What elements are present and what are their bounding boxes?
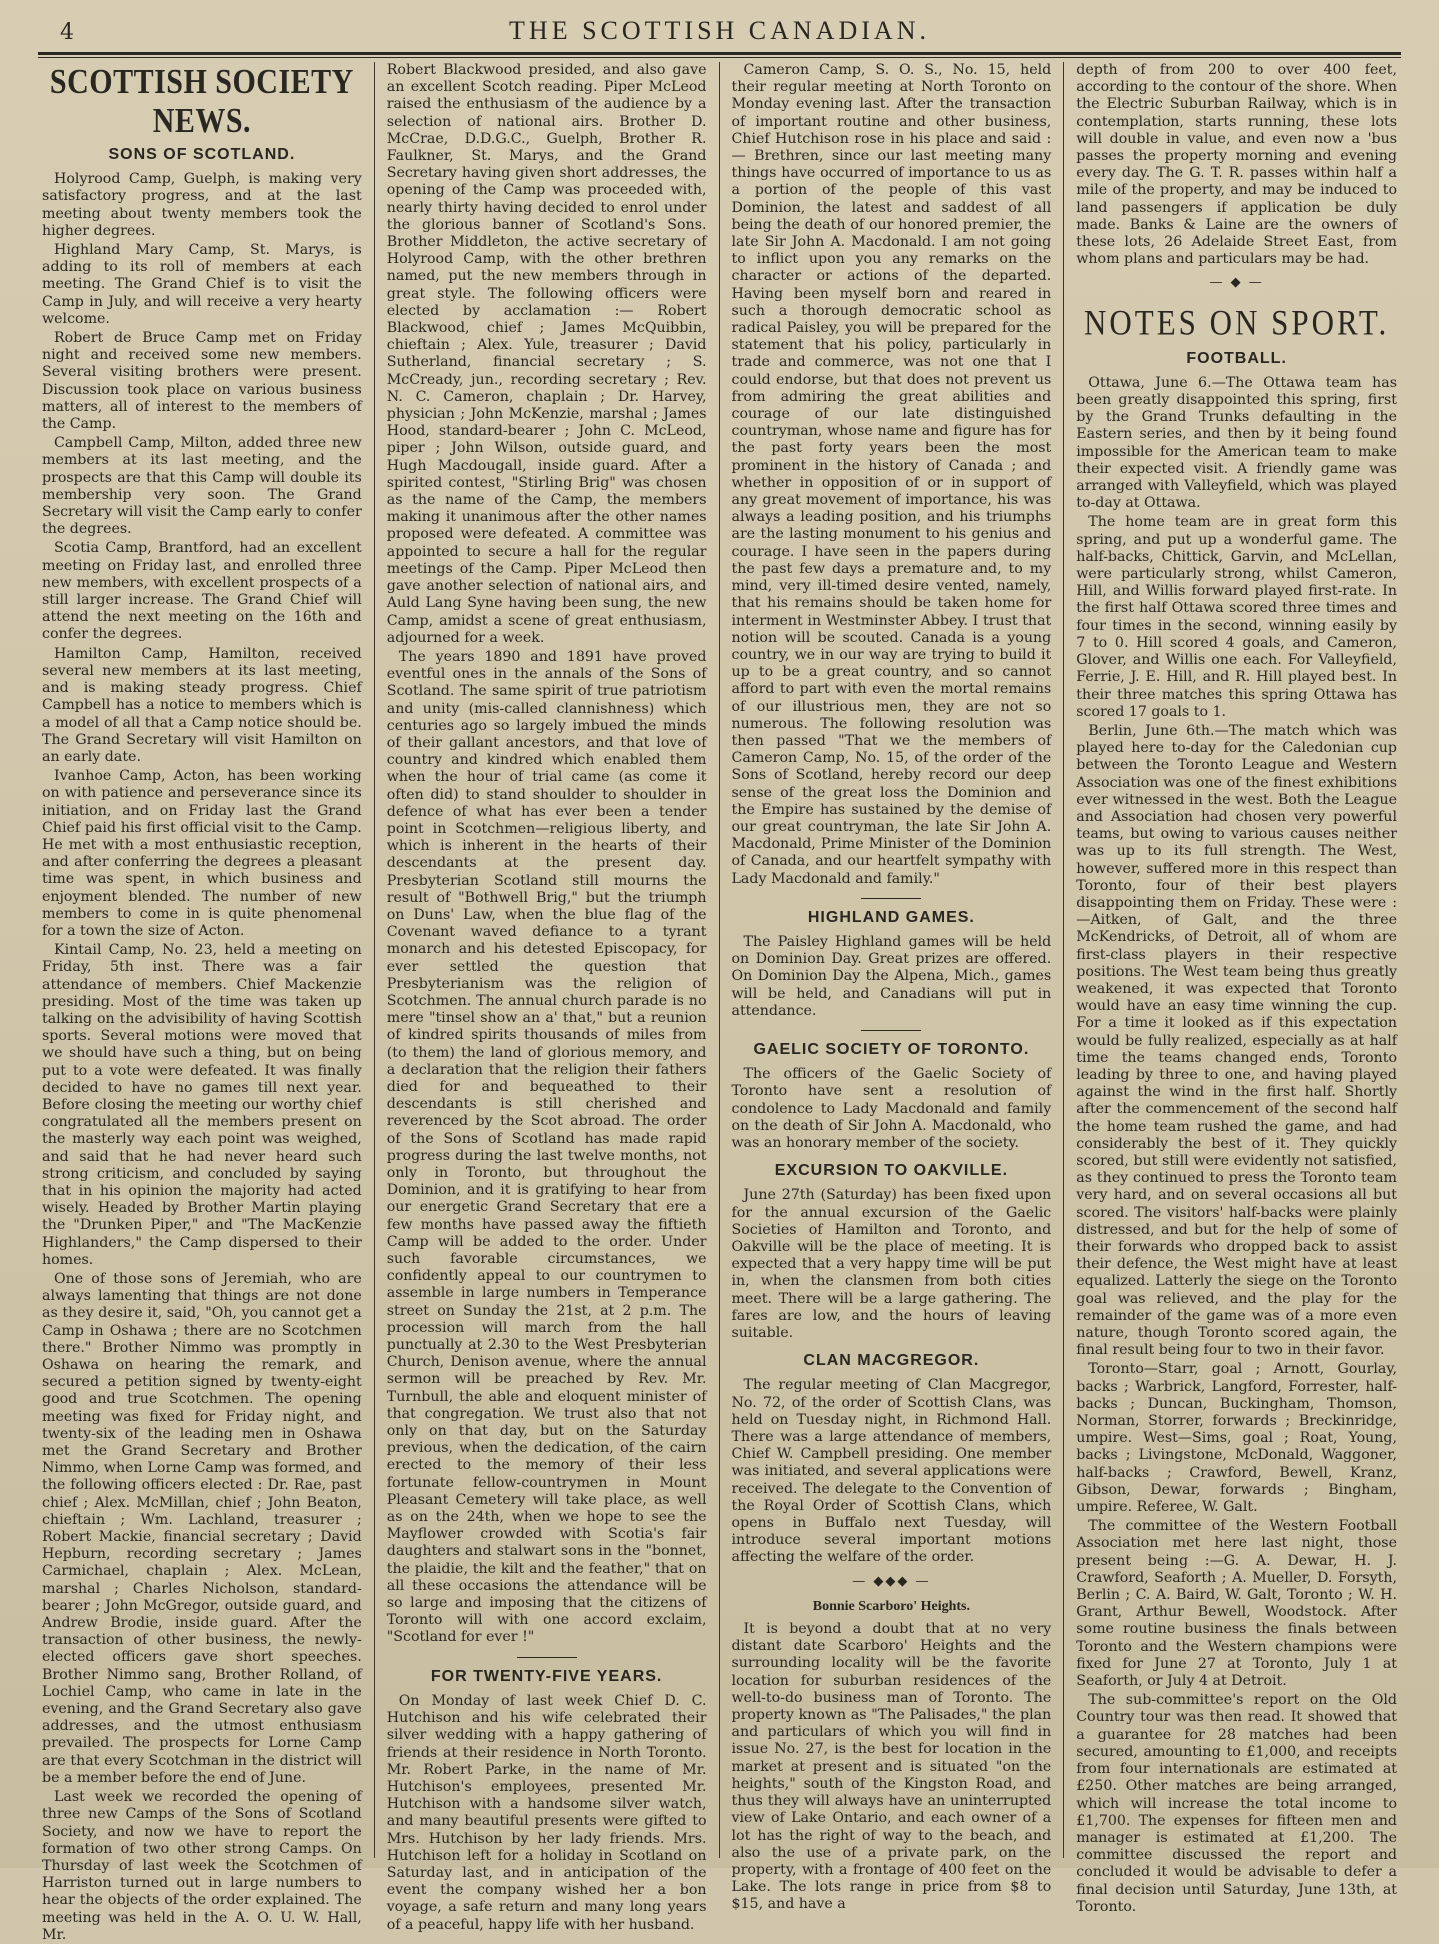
paragraph: On Monday of last week Chief D. C. Hutchison and his wife celebrated their silver wedding with a happy gathering of friends at their residence in North Toronto. Mr. Robert Parke, in the name of Mr. Hutchison's employees, presented Mr. Hutchison with a handsome silver watch, and many beautiful presents were gifted to Mrs. Hutchison by her lady friends. Mrs. Hutchison left for a holiday in Scotland on Saturday last, and in anticipation of the event the company wished her a bon voyage, a safe return and many long years of a peaceful, happy life with her husband. [386,1692,707,1933]
ornament-divider: — ◆◆◆ — [852,1573,931,1589]
masthead [40,8,1399,52]
paragraph: The committee of the Western Football Association met here last night, those present being :—G. A. Dewar, H. J. Crawford, Seaforth ; A. Mueller, D. Forsyth, Berlin ; C. A. Baird, W. Galt, Toronto ; W. H. Grant, Arthur Bewell, Woodstock. After some routine business the finals between Toronto and the Western champions were fixed for June 27 at Toronto, July 1 at Seaforth, or July 4 at Detroit. [1076,1518,1397,1690]
paragraph: The Paisley Highland games will be held on Dominion Day. Great prizes are offered. On Dominion Day the Alpena, Mich., games will be held, and Canadians will put in attendance. [731,933,1052,1019]
paragraph: Scotia Camp, Brantford, had an excellent meeting on Friday last, and enrolled three new members, with excellent prospects of a still larger increase. The Grand Chief will attend the next meeting on the 16th and confer the degrees. [42,540,362,643]
sons-of-scotland-heading: SONS OF SCOTLAND. [108,146,296,163]
paragraph: Ivanhoe Camp, Acton, has been working on with patience and perseverance since its initiation, and on Friday last the Grand Chief paid his first official visit to the Camp. He met with a most enthusiastic reception, and after conferring the degrees a pleasant time was spent, in which business and enjoyment blended. The number of new members to come in is quite phenomenal for a town the size of Acton. [42,768,362,939]
paragraph: Ottawa, June 6.—The Ottawa team has been greatly disappointed this spring, first by the Grand Trunks defaulting in the Eastern series, and then by it being found impossible for the American team to make their expected visit. A friendly game was arranged with Valleyfield, which was played to-day at Ottawa. [1076,374,1397,512]
paragraph: Highland Mary Camp, St. Marys, is adding to its roll of members at each meeting. The Grand Chief is to visit the Camp in July, and will receive a very hearty welcome. [42,242,362,327]
newspaper-title: THE SCOTTISH CANADIAN. [509,16,930,45]
section-divider [861,1030,921,1031]
paragraph: Toronto—Starr, goal ; Arnott, Gourlay, backs ; Warbrick, Langford, Forrester, half-backs ; Duncan, Buckingham, Thomson, Norman, Storrer, forwards ; Breckinridge, umpire. West—Sims, goal ; Roat, Young, backs ; Livingstone, McDonald, Waggoner, half-backs ; Crawford, Bewell, Kranz, Gibson, Dewar, forwards ; Bingham, umpire. Referee, W. Galt. [1076,1361,1397,1516]
paragraph: The regular meeting of Clan Macgregor, No. 72, of the order of Scottish Clans, was held on Tuesday night, in Richmond Hall. There was a large attendance of members, Chief W. Campbell presiding. One member was initiated, and several applications were received. The delegate to the Convention of the Royal Order of Scottish Clans, which opens in Buffalo next Tuesday, will introduce several important motions affecting the welfare of the order. [731,1377,1052,1566]
bonnie-scarboro-heading: Bonnie Scarboro' Heights. [812,1598,970,1614]
paragraph: Campbell Camp, Milton, added three new members at its last meeting, and the prospects are that this Camp will double its membership very soon. The Grand Secretary will visit the Camp early to confer the degrees. [42,435,362,538]
paragraph: One of those sons of Jeremiah, who are always lamenting that things are not done as they desire it, said, "Oh, you cannot get a Camp in Oshawa ; there are no Scotchmen there." Brother Nimmo was promptly in Oshawa on hearing the remark, and secured a petition signed by twenty-eight good and true Scotchmen. The opening meeting was fixed for Friday night, and twenty-six of the leading men in Oshawa met the Grand Secretary and Brother Nimmo, when Lorne Camp was formed, and the following officers elected : Dr. Rae, past chief ; Alex. McMillan, chief ; John Beaton, chieftain ; Wm. Lachland, treasurer ; Robert Mackie, financial secretary ; David Hepburn, recording secretary ; James Carmichael, chaplain ; Alex. McLean, marshal ; Charles Nicholson, standard-bearer ; John McGregor, outside guard, and Andrew Brodie, inside guard. After the transaction of other business, the newly-elected officers gave short speeches. Brother Nimmo sang, Brother Rolland, of Lochiel Camp, who came in late in the evening, and the Grand Secretary also gave addresses, and the utmost enthusiasm prevailed. The prospects for Lorne Camp are that every Scotchman in the district will be a member before the end of June. [42,1271,362,1786]
football-heading: FOOTBALL. [1186,349,1287,367]
ornament-divider: — ◆ — [1209,275,1264,291]
paragraph: Robert Blackwood presided, and also gave an excellent Scotch reading. Piper McLeod raised the enthusiasm of the audience by a selection of national airs. Brother D. McCrae, D.D.G.C., Guelph, Brother R. Faulkner, St. Marys, and the Grand Secretary having given short addresses, the opening of the Camp was proceeded with, nearly thirty having decided to enrol under the glorious banner of Scotland's Sons. Brother Middleton, the active secretary of Holyrood Camp, with the other brethren named, put the new members through in great style. The following officers were elected by acclamation :— Robert Blackwood, chief ; James McQuibbin, chieftain ; Alex. Yule, treasurer ; David Sutherland, financial secretary ; S. McCready, jun., recording secretary ; Rev. N. C. Cameron, chaplain ; Dr. Harvey, physician ; John McKenzie, marshal ; James Hood, standard-bearer ; John C. McLeod, piper ; John Wilson, outside guard, and Hugh Macdougall, inside guard. After a spirited contest, "Stirling Brig" was chosen as the name of the Camp, the members making it unanimous after the other names proposed were defeated. A committee was appointed to secure a hall for the regular meetings of the Camp. Piper McLeod then gave another selection of national airs, and Auld Lang Syne having been sung, the new Camp, amidst a scene of great enthusiasm, adjourned for a week. [386,62,707,646]
column-4 [1064,62,1409,1915]
section-divider [517,1657,577,1658]
paragraph: Cameron Camp, S. O. S., No. 15, held their regular meeting at North Toronto on Monday evening last. After the transaction of important routine and other business, Chief Hutchison rose in his place and said :— Brethren, since our last meeting many things have occurred of importance to us as a portion of the people of this vast Dominion, the latest and saddest of all being the death of our honored premier, the late Sir John A. Macdonald. I am not going to inflict upon you any remarks on the character or actions of the departed. Having been myself born and reared in such a thorough democratic school as radical Paisley, you will be prepared for the statement that his policy, particularly in trade and commerce, was not one that I could endorse, but that does not prevent us from admiring the great abilities and courage of our late distinguished countryman, whose name and figure has for the past forty years been the most prominent in the history of Canada ; and whether in opposition of or in support of any great movement of importance, his was always a leading position, and his triumphs are the lasting monument to his genius and courage. I have seen in the papers during the past few days a premature and, to my mind, very ill-timed desire vented, namely, that his remains should be taken home for interment in Westminster Abbey. I trust that notion will be scouted. Canada is a young country, we in our way are trying to build it up to be a great country, and so cannot afford to part with even the mortal remains of our illustrious men, they are not so numerous. The following resolution was then passed "That we the members of Cameron Camp, No. 15, of the order of the Sons of Scotland, hereby record our deep sense of the great loss the Dominion and the Empire has sustained by the demise of our great countryman, the late Sir John A. Macdonald, Prime Minister of the Dominion of Canada, and our heartfelt sympathy with Lady Macdonald and family." [731,62,1052,887]
paragraph: Kintail Camp, No. 23, held a meeting on Friday, 5th inst. There was a fair attendance of members. Chief Mackenzie presiding. Most of the time was taken up talking on the advisibility of having Scottish sports. Several motions were moved that we should have such a thing, but on being put to a vote were defeated. It was finally decided to have no games till next year. Before closing the meeting our worthy chief congratulated all the members present on the masterly way each point was weighed, and said that he had never heard such strong criticism, and concluded by saying that in his opinion the majority had acted wisely. Headed by Brother Martin playing the "Drunken Piper," and "The MacKenzie Highlanders," the Camp dispersed to their homes. [42,942,362,1268]
paragraph: Last week we recorded the opening of three new Camps of the Sons of Scotland Society, and now we have to report the formation of two other strong Camps. On Thursday of last week the Scotchmen of Harriston turned out in large numbers to hear the objects of the order explained. The meeting was held in the A. O. U. W. Hall, Mr. [42,1789,362,1943]
paragraph: The sub-committee's report on the Old Country tour was then read. It showed that a guarantee for 28 matches had been secured, amounting to £1,000, and receipts from four internationals are estimated at £250. Other matches are being arranged, which will increase the total income to £1,700. The expenses for fifteen men and manager is estimated at £1,200. The committee discussed the report and concluded it would be advisable to defer a final decision until Saturday, June 13th, at Toronto. [1076,1692,1397,1915]
masthead-rule-thin [38,57,1401,58]
paragraph: Robert de Bruce Camp met on Friday night and received some new members. Several visiting brothers were present. Discussion took place on various business matters, all of interest to the members of the Camp. [42,330,362,433]
highland-games-heading: HIGHLAND GAMES. [807,908,975,926]
section-divider [861,898,921,899]
paragraph: Berlin, June 6th.—The match which was played here to-day for the Caledonian cup between the Toronto League and Western Association was one of the finest exhibitions ever witnessed in the west. Both the League and Association had chosen very powerful teams, but owing to various causes neither was up to its full strength. The West, however, suffered more in this respect than Toronto, four of their best players disappointing them on Friday. These were :—Aitken, of Galt, and the three McKendricks, of Detroit, all of whom are first-class players in their respective positions. The West team being thus greatly weakened, it was expected that Toronto would have an easy time winning the cup. For a time it looked as if this expectation would be fully realized, especially as at half time the teams changed ends, Toronto leading by three to one, and having played against the wind in the first half. Shortly after the commencement of the second half the home team rushed the game, and had considerably the best of it. They quickly scored, but still were evidently not satisfied, as they continued to press the Toronto team very hard, and on several occasions all but scored. The visitors' half-backs were plainly distressed, and but for the help of some of their forwards who dropped back to assist their defence, the West might have at least equalized. Latterly the siege on the Toronto goal was relieved, and the play for the remainder of the game was of a more even nature, though Toronto scored again, the final result being four to two in their favor. [1076,722,1397,1359]
paragraph: Hamilton Camp, Hamilton, received several new members at its last meeting, and is making steady progress. Chief Campbell has a notice to members which is a model of all that a Camp notice should be. The Grand Secretary will visit Hamilton on an early date. [42,645,362,765]
gaelic-society-heading: GAELIC SOCIETY OF TORONTO. [753,1040,1030,1058]
page-number: 4 [60,20,74,45]
scottish-society-news-heading: SCOTTISH SOCIETY NEWS. [49,62,354,140]
paragraph: It is beyond a doubt that at no very distant date Scarboro' Heights and the surrounding locality will be the favorite location for suburban residences of the well-to-do business man of Toronto. The property known as "The Palisades," the plan and particulars of which you will find in issue No. 27, is the best for location in the market at present and is situated "on the heights," south of the Kingston Road, and thus they will always have an uninterrupted view of Lake Ontario, and each owner of a lot has the right of way to the beach, and also the use of a private park, on the property, with a frontage of 400 feet on the Lake. The lots range in price from $8 to $15, and have a [731,1621,1052,1913]
paragraph: Holyrood Camp, Guelph, is making very satisfactory progress, and at the last meeting about twenty members took the higher degrees. [42,171,362,239]
paragraph: depth of from 200 to over 400 feet, according to the contour of the shore. When the Electric Suburban Railway, which is in contemplation, starts running, these lots will double in value, and even now a 'bus passes the property morning and evening every day. The G. T. R. passes within half a mile of the property, and may be induced to land passengers if application be duly made. Banks & Laine are the owners of these lots, 26 Adelaide Street East, from whom plans and particulars may be had. [1076,62,1397,268]
paragraph: June 27th (Saturday) has been fixed upon for the annual excursion of the Gaelic Societies of Hamilton and Toronto, and Oakville will be the place of meeting. It is expected that a very happy time will be put in, when the clansmen from both cities meet. There will be a large gathering. The fares are low, and the hours of leaving suitable. [731,1187,1052,1342]
excursion-heading: EXCURSION TO OAKVILLE. [774,1162,1009,1180]
clan-macgregor-heading: CLAN MACGREGOR. [803,1352,980,1370]
paragraph: The home team are in great form this spring, and put up a wonderful game. The half-backs, Chittick, Garvin, and McLellan, were particularly strong, whilst Cameron, Hill, and Willis forward played first-rate. In the first half Ottawa scored three times and four times in the second, winning easily by 7 to 0. Hill scored 4 goals, and Cameron, Glover, and Willis one each. For Valleyfield, Ferrie, J. E. Hill, and R. Hill played best. In their three matches this spring Ottawa has scored 17 goals to 1. [1076,514,1397,720]
twenty-five-years-heading: FOR TWENTY-FIVE YEARS. [430,1667,663,1685]
notes-on-sport-heading: NOTES ON SPORT. [1084,301,1390,343]
column-1 [30,62,375,1943]
masthead-rule [38,52,1401,55]
column-3 [720,62,1065,1913]
article-columns [30,62,1409,1943]
paragraph: The officers of the Gaelic Society of Toronto have sent a resolution of condolence to Lady Macdonald and family on the death of Sir John A. Macdonald, who was an honorary member of the society. [731,1066,1052,1151]
paragraph: The years 1890 and 1891 have proved eventful ones in the annals of the Sons of Scotland. The same spirit of true patriotism and unity (mis-called clannishness) which centuries ago so largely imbued the minds of their gallant ancestors, and that love of country and kindred which enabled them when the hour of trial came (as come it often did) to stand shoulder to shoulder in defence of what has ever been a tender point in Scotchmen—religious liberty, and which is inherent in the hearts of their descendants at the present day. Presbyterian Scotland still mourns the result of "Bothwell Brig," but the triumph on Duns' Law, when the blue flag of the Covenant waved defiance to a tyrant monarch and his detested Episcopacy, for ever settled the question that Presbyterianism was the religion of Scotchmen. The annual church parade is no mere "tinsel show an a' that," but a reunion of kindred spirits thousands of miles from (to them) the land of glorious memory, and a declaration that the religion their fathers died for and bequeathed to their descendants is still cherished and reverenced by the Scot abroad. The order of the Sons of Scotland has made rapid progress during the last twelve months, not only in Toronto, but throughout the Dominion, and it is gratifying to hear from our energetic Grand Secretary that ere a few months have passed away the fiftieth Camp will be added to the order. Under such favorable circumstances, we confidently appeal to our countrymen to assemble in large numbers in Temperance street on Sunday the 21st, at 2 p.m. The procession will march from the hall punctually at 2.30 to the West Presbyterian Church, Denison avenue, where the annual sermon will be preached by Rev. Mr. Turnbull, the able and eloquent minister of that congregation. We trust also that not only on that day, but on the Saturday previous, when the dedication, of the cairn erected to the memory of their less fortunate fellow-countrymen in Mount Pleasant Cemetery will take place, as well as on the 24th, when we hope to see the Mayflower crowded with Scotia's fair daughters and stalwart sons in the "bonnet, the plaidie, the kilt and the feather," that on all these occasions the attendance will be so large and imposing that the citizens of Toronto will with one accord exclaim, "Scotland for ever !" [386,648,707,1646]
column-2 [375,62,720,1933]
